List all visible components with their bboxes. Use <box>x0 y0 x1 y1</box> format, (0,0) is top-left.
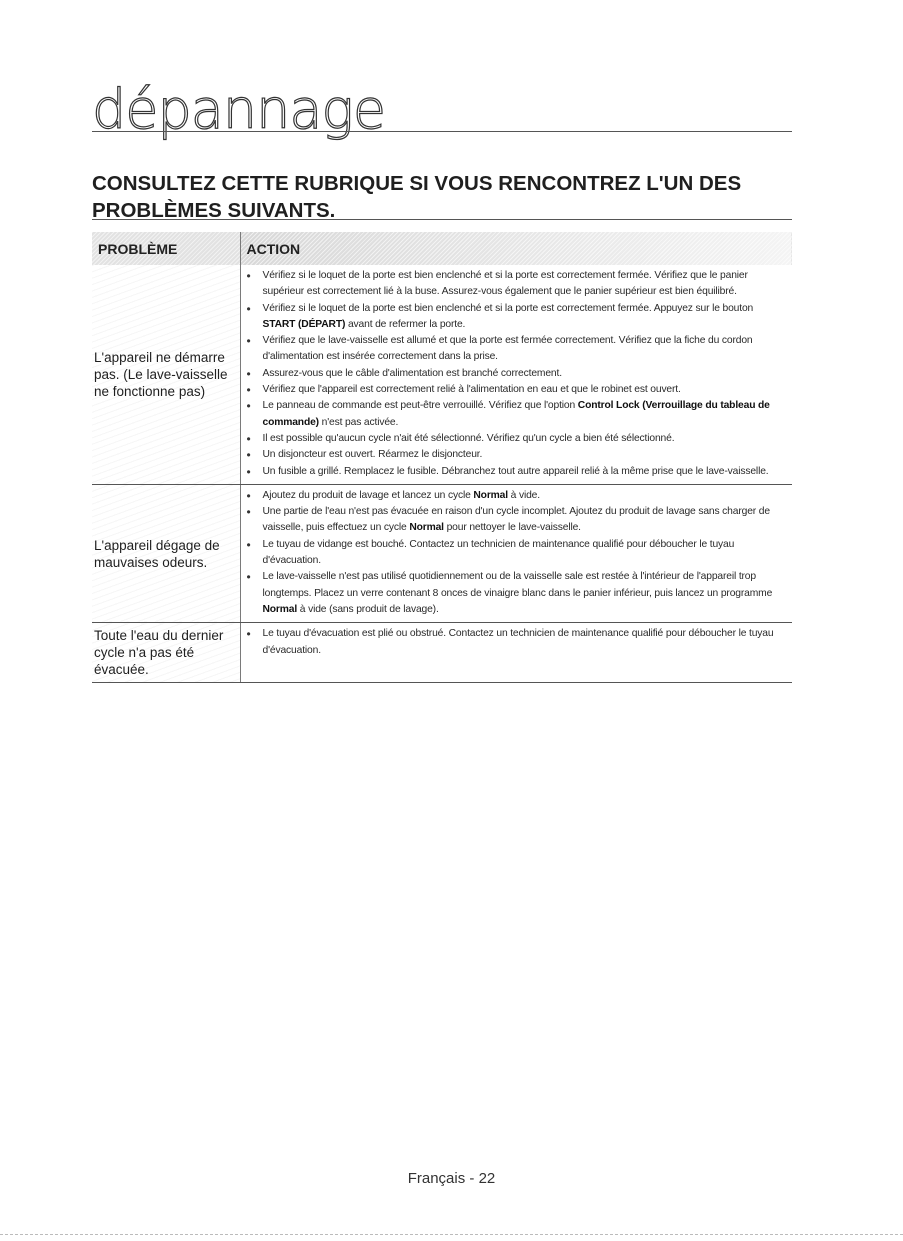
bottom-edge-line <box>0 1234 903 1235</box>
table-row <box>92 265 792 484</box>
action-item: • Vérifiez que le lave-vaisselle est allumé et que la porte est fermée correctement. Vérifiez que la fiche du cordon d'alimentation est insérée correctement dans la prise. <box>241 333 789 366</box>
page-title: dépannage <box>92 78 386 141</box>
problem-cell: L'appareil dégage de mauvaises odeurs. <box>92 484 240 622</box>
header-action: ACTION <box>240 232 792 265</box>
action-item: • Vérifiez si le loquet de la porte est bien enclenché et si la porte est correctement fermée. Appuyez sur le bouton START (DÉPART) avant de refermer la porte. <box>241 301 789 334</box>
problem-cell: Toute l'eau du dernier cycle n'a pas été évacuée. <box>92 623 240 683</box>
action-item: • Assurez-vous que le câble d'alimentation est branché correctement. <box>241 366 789 382</box>
table-header-row <box>92 232 792 265</box>
action-item: • Vérifiez si le loquet de la porte est bien enclenché et si la porte est correctement fermée. Vérifiez que le panier supérieur est correctement lié à la buse. Assurez-vous également que le panier supérieur est bien équilibré. <box>241 268 789 301</box>
action-cell <box>240 623 792 683</box>
problem-cell: L'appareil ne démarre pas. (Le lave-vaisselle ne fonctionne pas) <box>92 265 240 484</box>
action-item: • Le tuyau d'évacuation est plié ou obstrué. Contactez un technicien de maintenance qualifié pour déboucher le tuyau d'évacuation. <box>241 626 789 659</box>
action-item: • Le panneau de commande est peut-être verrouillé. Vérifiez que l'option Control Lock (Verrouillage du tableau de commande) n'est pas activée. <box>241 398 789 431</box>
action-item: • Le lave-vaisselle n'est pas utilisé quotidiennement ou de la vaisselle sale est restée à l'intérieur de l'appareil trop longtemps. Placez un verre contenant 8 onces de vinaigre blanc dans le panier inférieur, puis lancez un programme Normal à vide (sans produit de lavage). <box>241 569 789 618</box>
action-cell <box>240 484 792 622</box>
action-item: • Vérifiez que l'appareil est correctement relié à l'alimentation en eau et que le robinet est ouvert. <box>241 382 789 398</box>
title-divider <box>92 131 792 132</box>
heading-divider <box>92 219 792 220</box>
action-cell <box>240 265 792 484</box>
section-heading: CONSULTEZ CETTE RUBRIQUE SI VOUS RENCONTREZ L'UN DES PROBLÈMES SUIVANTS. <box>92 172 742 222</box>
action-list <box>241 268 789 480</box>
action-item: • Le tuyau de vidange est bouché. Contactez un technicien de maintenance qualifié pour déboucher le tuyau d'évacuation. <box>241 537 789 570</box>
header-problem: PROBLÈME <box>92 232 240 265</box>
action-item: • Un disjoncteur est ouvert. Réarmez le disjoncteur. <box>241 447 789 463</box>
action-item: • Il est possible qu'aucun cycle n'ait été sélectionné. Vérifiez qu'un cycle a bien été sélectionné. <box>241 431 789 447</box>
action-item: • Une partie de l'eau n'est pas évacuée en raison d'un cycle incomplet. Ajoutez du produit de lavage sans charger de vaisselle, puis effectuez un cycle Normal pour nettoyer le lave-vaisselle. <box>241 504 789 537</box>
page-footer: Français - 22 <box>407 1170 496 1187</box>
table-row <box>92 484 792 622</box>
action-item: • Un fusible a grillé. Remplacez le fusible. Débranchez tout autre appareil relié à la même prise que le lave-vaisselle. <box>241 464 789 480</box>
troubleshooting-table <box>92 232 792 683</box>
action-list <box>241 626 789 659</box>
table-row <box>92 623 792 683</box>
action-item: • Ajoutez du produit de lavage et lancez un cycle Normal à vide. <box>241 488 789 504</box>
action-list <box>241 488 789 618</box>
